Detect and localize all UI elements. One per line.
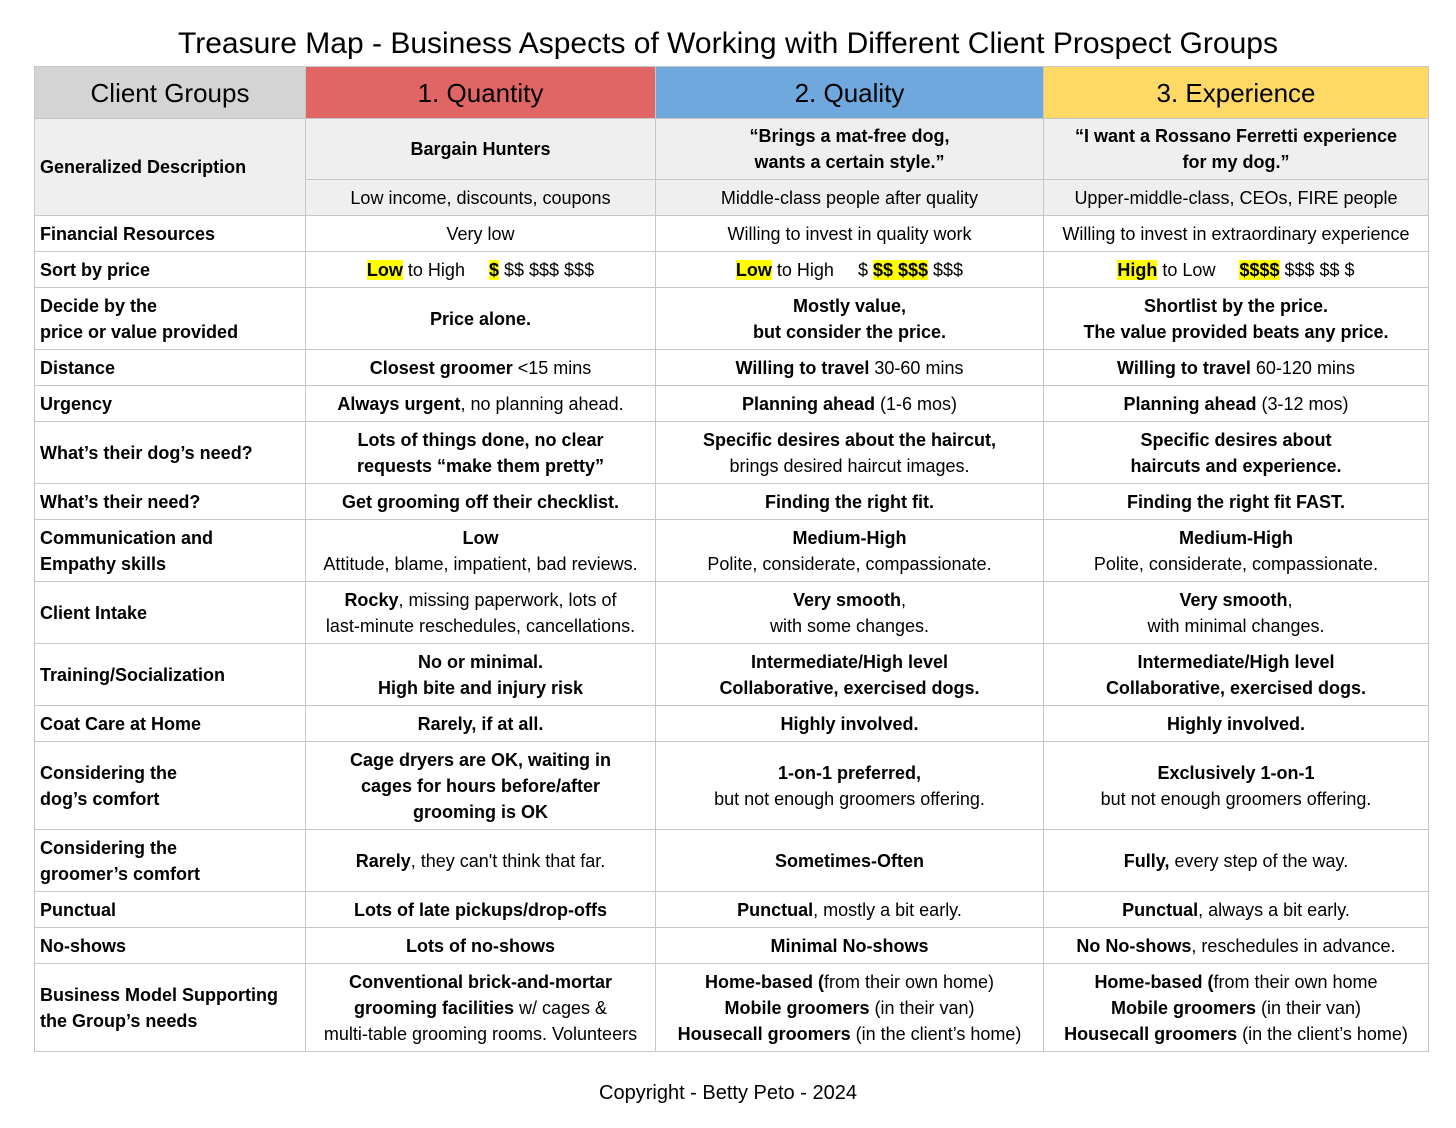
row-label: Sort by price: [35, 252, 306, 288]
regular-text: <15 mins: [512, 357, 592, 378]
cell-line: Intermediate/High level: [750, 651, 949, 672]
bold-text: Rarely: [355, 850, 411, 871]
highlight-direction: Low: [366, 259, 403, 280]
cell-quantity: [306, 830, 656, 892]
cell-quantity: Lots of no-shows: [306, 928, 656, 964]
highlight-price: $: [488, 259, 499, 280]
regular-text: w/ cages &: [513, 997, 608, 1018]
regular-text: (in the client’s home): [850, 1023, 1022, 1044]
bold-text: Home-based (: [704, 971, 824, 992]
bold-text: Home-based (: [1094, 971, 1214, 992]
direction-rest: to Low: [1157, 259, 1216, 280]
regular-text: 30-60 mins: [869, 357, 964, 378]
cell-line: Low: [462, 527, 499, 548]
regular-text: (in their van): [1255, 997, 1362, 1018]
cell-quality: [656, 582, 1044, 644]
cell-experience: Upper-middle-class, CEOs, FIRE people: [1044, 180, 1429, 216]
cell-line: but not enough groomers offering.: [714, 788, 985, 809]
cell-line: Collaborative, exercised dogs.: [719, 677, 980, 698]
bold-text: Planning ahead: [1123, 393, 1257, 414]
cell-line: grooming is OK: [413, 801, 548, 822]
cell-line: “Brings a mat-free dog,: [749, 126, 950, 146]
cell-line: but not enough groomers offering.: [1100, 788, 1372, 809]
cell-experience: Finding the right fit FAST.: [1044, 484, 1429, 520]
cell-line: Specific desires about: [1140, 429, 1332, 450]
direction-rest: to High: [402, 259, 465, 280]
row-label: [35, 964, 306, 1052]
row-label: What’s their need?: [35, 484, 306, 520]
bold-text: Willing to travel: [735, 357, 870, 378]
cell-line: “I want a Rossano Ferretti experience: [1074, 126, 1398, 146]
table-row: [35, 252, 1429, 288]
row-label: [35, 742, 306, 830]
cell-quality: [656, 742, 1044, 830]
header-quantity: 1. Quantity: [306, 67, 656, 119]
bold-text: Fully,: [1123, 850, 1170, 871]
cell-quality: [656, 252, 1044, 288]
table-row: [35, 928, 1429, 964]
table-row: [35, 350, 1429, 386]
cell-experience: [1044, 742, 1429, 830]
regular-text: , missing paperwork, lots of: [398, 589, 617, 610]
header-row: [35, 67, 1429, 119]
price-pre: $: [857, 259, 873, 280]
cell-line: Exclusively 1-on-1: [1157, 762, 1315, 783]
regular-text: ,: [1287, 589, 1293, 610]
label-line: groomer’s comfort: [40, 863, 201, 884]
bold-text: grooming facilities: [353, 997, 514, 1018]
bold-text: Willing to travel: [1117, 357, 1251, 378]
cell-quality: Minimal No-shows: [656, 928, 1044, 964]
cell-experience: Willing to invest in extraordinary experience: [1044, 216, 1429, 252]
cell-experience: [1044, 582, 1429, 644]
cell-line: Specific desires about the haircut,: [702, 429, 997, 450]
regular-text: 60-120 mins: [1250, 357, 1355, 378]
cell-line: Mostly value,: [792, 295, 907, 316]
label-line: Business Model Supporting: [40, 984, 279, 1005]
row-label: Financial Resources: [35, 216, 306, 252]
price-tail: $$$ $$ $: [1279, 259, 1355, 280]
direction-rest: to High: [771, 259, 834, 280]
copyright-footer: Copyright - Betty Peto - 2024: [599, 1082, 857, 1104]
table-row: [35, 892, 1429, 928]
cell-experience: Highly involved.: [1044, 706, 1429, 742]
cell-experience: [1044, 928, 1429, 964]
cell-quantity: Low income, discounts, coupons: [306, 180, 656, 216]
highlight-price: $$$$: [1239, 259, 1280, 280]
cell-quality: Middle-class people after quality: [656, 180, 1044, 216]
cell-line: multi-table grooming rooms. Volunteers: [323, 1023, 638, 1044]
cell-experience: [1044, 964, 1429, 1052]
table-row: [35, 964, 1429, 1052]
highlight-direction: High: [1117, 259, 1158, 280]
cell-quality: [656, 288, 1044, 350]
cell-line: for my dog.”: [1182, 152, 1290, 172]
table-row: [35, 520, 1429, 582]
cell-line: Cage dryers are OK, waiting in: [349, 749, 612, 770]
cell-line: Lots of things done, no clear: [357, 429, 604, 450]
cell-experience: [1044, 830, 1429, 892]
row-label: [35, 520, 306, 582]
cell-line: No or minimal.: [417, 651, 543, 672]
cell-quality: Finding the right fit.: [656, 484, 1044, 520]
regular-text: , reschedules in advance.: [1191, 935, 1396, 956]
row-label: [35, 830, 306, 892]
regular-text: , no planning ahead.: [460, 393, 624, 414]
cell-line: Conventional brick-and-mortar: [348, 971, 613, 992]
cell-experience: [1044, 892, 1429, 928]
cell-quantity: Get grooming off their checklist.: [306, 484, 656, 520]
cell-line: Shortlist by the price.: [1143, 295, 1329, 316]
cell-quality: [656, 964, 1044, 1052]
cell-line: wants a certain style.”: [754, 152, 945, 172]
cell-quantity: [306, 742, 656, 830]
regular-text: (in their van): [869, 997, 975, 1018]
cell-quantity: [306, 582, 656, 644]
cell-line: High bite and injury risk: [377, 677, 584, 698]
header-client-groups: Client Groups: [35, 67, 306, 119]
label-line: Considering the: [40, 762, 178, 783]
header-experience: 3. Experience: [1044, 67, 1429, 119]
cell-line: last-minute reschedules, cancellations.: [325, 615, 636, 636]
cell-line: Medium-High: [792, 527, 907, 548]
regular-text: from their own home): [823, 971, 995, 992]
cell-line: Medium-High: [1179, 527, 1293, 548]
row-label: No-shows: [35, 928, 306, 964]
cell-line: requests “make them pretty”: [356, 455, 605, 476]
header-quality: 2. Quality: [656, 67, 1044, 119]
table-row: [35, 582, 1429, 644]
table-row: [35, 119, 1429, 180]
cell-quantity: [306, 644, 656, 706]
bold-text: Mobile groomers: [1110, 997, 1256, 1018]
cell-quantity: Price alone.: [306, 288, 656, 350]
cell-line: haircuts and experience.: [1130, 455, 1342, 476]
cell-line: cages for hours before/after: [360, 775, 601, 796]
cell-quality: [656, 892, 1044, 928]
row-label: What’s their dog’s need?: [35, 422, 306, 484]
cell-quantity: [306, 386, 656, 422]
row-label: Punctual: [35, 892, 306, 928]
bold-text: Mobile groomers: [724, 997, 870, 1018]
cell-quality: [656, 422, 1044, 484]
table-row: [35, 742, 1429, 830]
cell-quantity: [306, 964, 656, 1052]
regular-text: , they can't think that far.: [410, 850, 606, 871]
cell-quantity: Very low: [306, 216, 656, 252]
cell-experience: [1044, 386, 1429, 422]
bold-text: Always urgent: [337, 393, 461, 414]
cell-quality: Highly involved.: [656, 706, 1044, 742]
cell-quality: Willing to invest in quality work: [656, 216, 1044, 252]
regular-text: every step of the way.: [1169, 850, 1349, 871]
cell-quantity: [306, 520, 656, 582]
label-line: price or value provided: [40, 321, 239, 342]
cell-quantity: [306, 252, 656, 288]
row-label: Client Intake: [35, 582, 306, 644]
bold-text: Very smooth: [1179, 589, 1288, 610]
regular-text: (1-6 mos): [875, 393, 958, 414]
label-line: Communication and: [40, 527, 214, 548]
table-row: [35, 830, 1429, 892]
cell-quality: [656, 119, 1044, 180]
bold-text: Housecall groomers: [677, 1023, 851, 1044]
label-line: Considering the: [40, 837, 178, 858]
cell-line: The value provided beats any price.: [1083, 321, 1389, 342]
cell-experience: [1044, 422, 1429, 484]
regular-text: from their own home: [1213, 971, 1378, 992]
price-tail: $$$: [928, 259, 964, 280]
table-row: [35, 644, 1429, 706]
regular-text: , mostly a bit early.: [813, 899, 962, 920]
bold-text: Punctual: [1122, 899, 1199, 920]
cell-quality: [656, 350, 1044, 386]
cell-quantity: [306, 350, 656, 386]
cell-line: Collaborative, exercised dogs.: [1105, 677, 1367, 698]
row-label: Distance: [35, 350, 306, 386]
table-row: [35, 484, 1429, 520]
cell-line: 1-on-1 preferred,: [777, 762, 922, 783]
label-line: Decide by the: [40, 295, 158, 316]
highlight-direction: Low: [735, 259, 772, 280]
page-title: Treasure Map - Business Aspects of Working with Different Client Prospect Groups: [178, 27, 1278, 60]
table-row: [35, 422, 1429, 484]
cell-quality: [656, 386, 1044, 422]
cell-quantity: Lots of late pickups/drop-offs: [306, 892, 656, 928]
cell-quality: [656, 520, 1044, 582]
regular-text: (in the client’s home): [1237, 1023, 1408, 1044]
label-line: the Group’s needs: [40, 1010, 198, 1031]
label-line: Empathy skills: [40, 553, 167, 574]
cell-line: Polite, considerate, compassionate.: [1093, 553, 1379, 574]
bold-text: Rocky: [344, 589, 399, 610]
table-row: [35, 386, 1429, 422]
cell-quantity: Bargain Hunters: [306, 119, 656, 180]
treasure-map-table: [34, 66, 1429, 1052]
cell-quality: Sometimes-Often: [656, 830, 1044, 892]
cell-quantity: Rarely, if at all.: [306, 706, 656, 742]
table-row: [35, 216, 1429, 252]
bold-text: Planning ahead: [741, 393, 875, 414]
cell-line: Intermediate/High level: [1137, 651, 1335, 672]
cell-experience: [1044, 520, 1429, 582]
bold-text: Very smooth: [792, 589, 902, 610]
bold-text: No No-shows: [1076, 935, 1192, 956]
row-label: Training/Socialization: [35, 644, 306, 706]
row-label: [35, 288, 306, 350]
cell-line: but consider the price.: [752, 321, 947, 342]
cell-line: Polite, considerate, compassionate.: [707, 553, 992, 574]
cell-experience: [1044, 119, 1429, 180]
cell-line: with minimal changes.: [1147, 615, 1325, 636]
regular-text: ,: [901, 589, 907, 610]
regular-text: (3-12 mos): [1256, 393, 1349, 414]
highlight-price: $$ $$$: [872, 259, 929, 280]
cell-line: with some changes.: [769, 615, 930, 636]
bold-text: Punctual: [737, 899, 814, 920]
cell-line: Attitude, blame, impatient, bad reviews.: [323, 553, 638, 574]
regular-text: , always a bit early.: [1198, 899, 1350, 920]
cell-quality: [656, 644, 1044, 706]
cell-experience: [1044, 252, 1429, 288]
label-line: dog’s comfort: [40, 788, 160, 809]
row-label: Coat Care at Home: [35, 706, 306, 742]
row-label: Urgency: [35, 386, 306, 422]
cell-experience: [1044, 350, 1429, 386]
cell-experience: [1044, 288, 1429, 350]
table-row: [35, 288, 1429, 350]
cell-experience: [1044, 644, 1429, 706]
table-row: [35, 706, 1429, 742]
cell-quantity: [306, 422, 656, 484]
bold-text: Housecall groomers: [1064, 1023, 1238, 1044]
cell-line: brings desired haircut images.: [729, 455, 970, 476]
price-tail: $$ $$$ $$$: [498, 259, 595, 280]
bold-text: Closest groomer: [369, 357, 513, 378]
row-label: Generalized Description: [35, 119, 306, 216]
